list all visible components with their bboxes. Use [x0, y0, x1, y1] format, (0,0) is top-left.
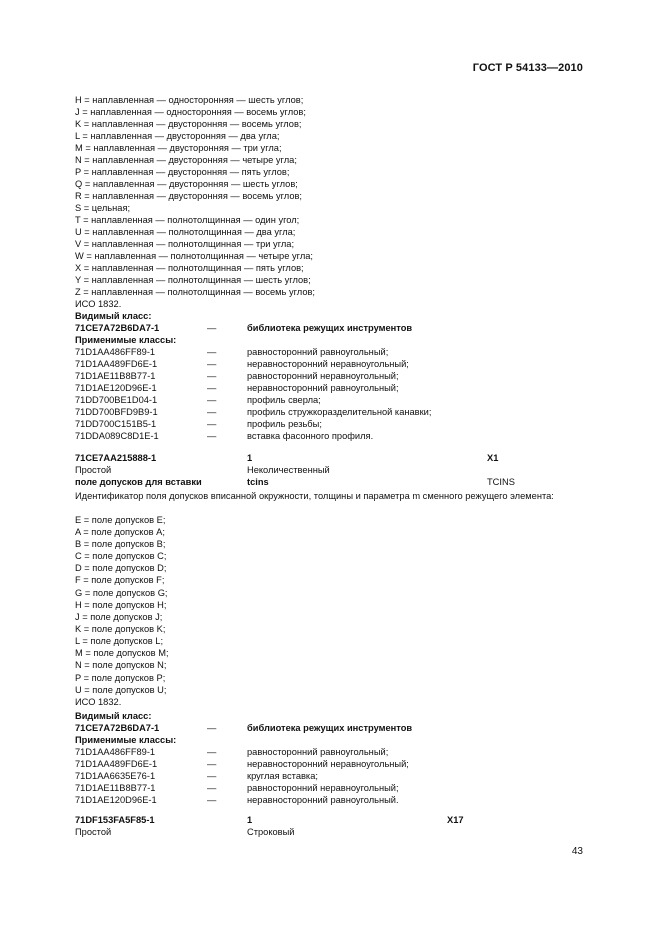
list-item: C = поле допусков C; — [75, 551, 167, 561]
entry-kind: Строковый — [247, 827, 295, 837]
entry-ref: X17 — [447, 815, 464, 825]
applicable-classes-label: Применимые классы: — [75, 335, 177, 345]
entry-symbol: tcins — [247, 477, 269, 487]
class-dash: — — [207, 383, 217, 393]
list-item: L = поле допусков L; — [75, 636, 164, 646]
list-item: N = поле допусков N; — [75, 660, 167, 670]
list-item: V = наплавленная — полнотолщинная — три угла; — [75, 239, 295, 249]
entry-abbr: TCINS — [487, 477, 515, 487]
class-code: 71D1AA6635E76-1 — [75, 771, 156, 781]
class-code: 71D1AE120D96E-1 — [75, 383, 157, 393]
list-item: T = наплавленная — полнотолщинная — один угол; — [75, 215, 300, 225]
entry-code: 71DF153FA5F85-1 — [75, 815, 155, 825]
list-item: D = поле допусков D; — [75, 563, 167, 573]
list-item: Z = наплавленная — полнотолщинная — восемь углов; — [75, 287, 316, 297]
list-item: K = поле допусков K; — [75, 624, 166, 634]
class-code: 71D1AA486FF89-1 — [75, 747, 156, 757]
list-item: F = поле допусков F; — [75, 575, 165, 585]
entry-description: Идентификатор поля допусков вписанной окружности, толщины и параметра m сменного режущего элемента: — [75, 491, 554, 501]
entry-ref: X1 — [487, 453, 499, 463]
list-item: Y = наплавленная — полнотолщинная — шесть углов; — [75, 275, 311, 285]
class-dash: — — [207, 795, 217, 805]
class-code: 71D1AA489FD6E-1 — [75, 359, 158, 369]
list-item: P = поле допусков P; — [75, 673, 166, 683]
list-item: H = наплавленная — односторонняя — шесть углов; — [75, 95, 304, 105]
class-code: 71DD700C151B5-1 — [75, 419, 157, 429]
class-code: 71D1AE120D96E-1 — [75, 795, 157, 805]
class-code: 71D1AE11B8B77-1 — [75, 783, 156, 793]
list-item: M = поле допусков M; — [75, 648, 169, 658]
entry-code: 71CE7AA215888-1 — [75, 453, 157, 463]
class-desc: неравносторонний равноугольный; — [247, 383, 399, 393]
class-desc: равносторонний неравноугольный; — [247, 783, 399, 793]
list-item: N = наплавленная — двусторонняя — четыре угла; — [75, 155, 297, 165]
class-dash: — — [207, 783, 217, 793]
list-item: G = поле допусков G; — [75, 588, 168, 598]
list-item: S = цельная; — [75, 203, 131, 213]
class-code: 71D1AA486FF89-1 — [75, 347, 156, 357]
list-item: U = наплавленная — полнотолщинная — два угла; — [75, 227, 296, 237]
class-dash: — — [207, 323, 217, 333]
list-item: J = поле допусков J; — [75, 612, 163, 622]
list-item: H = поле допусков H; — [75, 600, 167, 610]
class-desc: неравносторонний равноугольный. — [247, 795, 399, 805]
visible-class-label: Видимый класс: — [75, 311, 152, 321]
class-dash: — — [207, 747, 217, 757]
class-dash: — — [207, 771, 217, 781]
class-code: 71DD700BFD9B9-1 — [75, 407, 158, 417]
list-item: A = поле допусков A; — [75, 527, 165, 537]
list-item: Q = наплавленная — двусторонняя — шесть углов; — [75, 179, 298, 189]
list-item: R = наплавленная — двусторонняя — восемь углов; — [75, 191, 303, 201]
entry-number: 1 — [247, 815, 253, 825]
list-item: M = наплавленная — двусторонняя — три угла; — [75, 143, 282, 153]
applicable-classes-label: Применимые классы: — [75, 735, 177, 745]
list-item: X = наплавленная — полнотолщинная — пять углов; — [75, 263, 304, 273]
list-item: ИСО 1832. — [75, 299, 122, 309]
class-code: 71CE7A72B6DA7-1 — [75, 323, 160, 333]
class-desc: профиль сверла; — [247, 395, 321, 405]
class-dash: — — [207, 759, 217, 769]
entry-kind: Неколичественный — [247, 465, 330, 475]
list-item: P = наплавленная — двусторонняя — пять углов; — [75, 167, 290, 177]
page-number: 43 — [571, 846, 583, 857]
class-dash: — — [207, 419, 217, 429]
entry-number: 1 — [247, 453, 253, 463]
class-desc: равносторонний равноугольный; — [247, 747, 389, 757]
class-dash: — — [207, 371, 217, 381]
class-code: 71DDA089C8D1E-1 — [75, 431, 159, 441]
standard-header: ГОСТ Р 54133—2010 — [472, 62, 583, 74]
class-desc: вставка фасонного профиля. — [247, 431, 374, 441]
class-code: 71D1AA489FD6E-1 — [75, 759, 158, 769]
class-desc: профиль стружкоразделительной канавки; — [247, 407, 432, 417]
list-item: J = наплавленная — односторонняя — восемь углов; — [75, 107, 306, 117]
class-desc: неравносторонний неравноугольный; — [247, 759, 409, 769]
entry-type: Простой — [75, 827, 112, 837]
class-desc: равносторонний неравноугольный; — [247, 371, 399, 381]
class-dash: — — [207, 359, 217, 369]
list-item: ИСО 1832. — [75, 697, 122, 707]
class-dash: — — [207, 407, 217, 417]
list-item: E = поле допусков E; — [75, 515, 166, 525]
class-desc: круглая вставка; — [247, 771, 318, 781]
class-code: 71DD700BE1D04-1 — [75, 395, 158, 405]
class-code: 71CE7A72B6DA7-1 — [75, 723, 160, 733]
class-desc: библиотека режущих инструментов — [247, 723, 413, 733]
list-item: K = наплавленная — двусторонняя — восемь углов; — [75, 119, 302, 129]
list-item: W = наплавленная — полнотолщинная — четыре угла; — [75, 251, 313, 261]
class-desc: неравносторонний неравноугольный; — [247, 359, 409, 369]
visible-class-label: Видимый класс: — [75, 711, 152, 721]
entry-type: Простой — [75, 465, 112, 475]
list-item: B = поле допусков B; — [75, 539, 166, 549]
class-code: 71D1AE11B8B77-1 — [75, 371, 156, 381]
class-desc: равносторонний равноугольный; — [247, 347, 389, 357]
class-desc: профиль резьбы; — [247, 419, 322, 429]
class-desc: библиотека режущих инструментов — [247, 323, 413, 333]
entry-name: поле допусков для вставки — [75, 477, 202, 487]
class-dash: — — [207, 395, 217, 405]
class-dash: — — [207, 431, 217, 441]
class-dash: — — [207, 723, 217, 733]
list-item: U = поле допусков U; — [75, 685, 167, 695]
list-item: L = наплавленная — двусторонняя — два угла; — [75, 131, 280, 141]
class-dash: — — [207, 347, 217, 357]
